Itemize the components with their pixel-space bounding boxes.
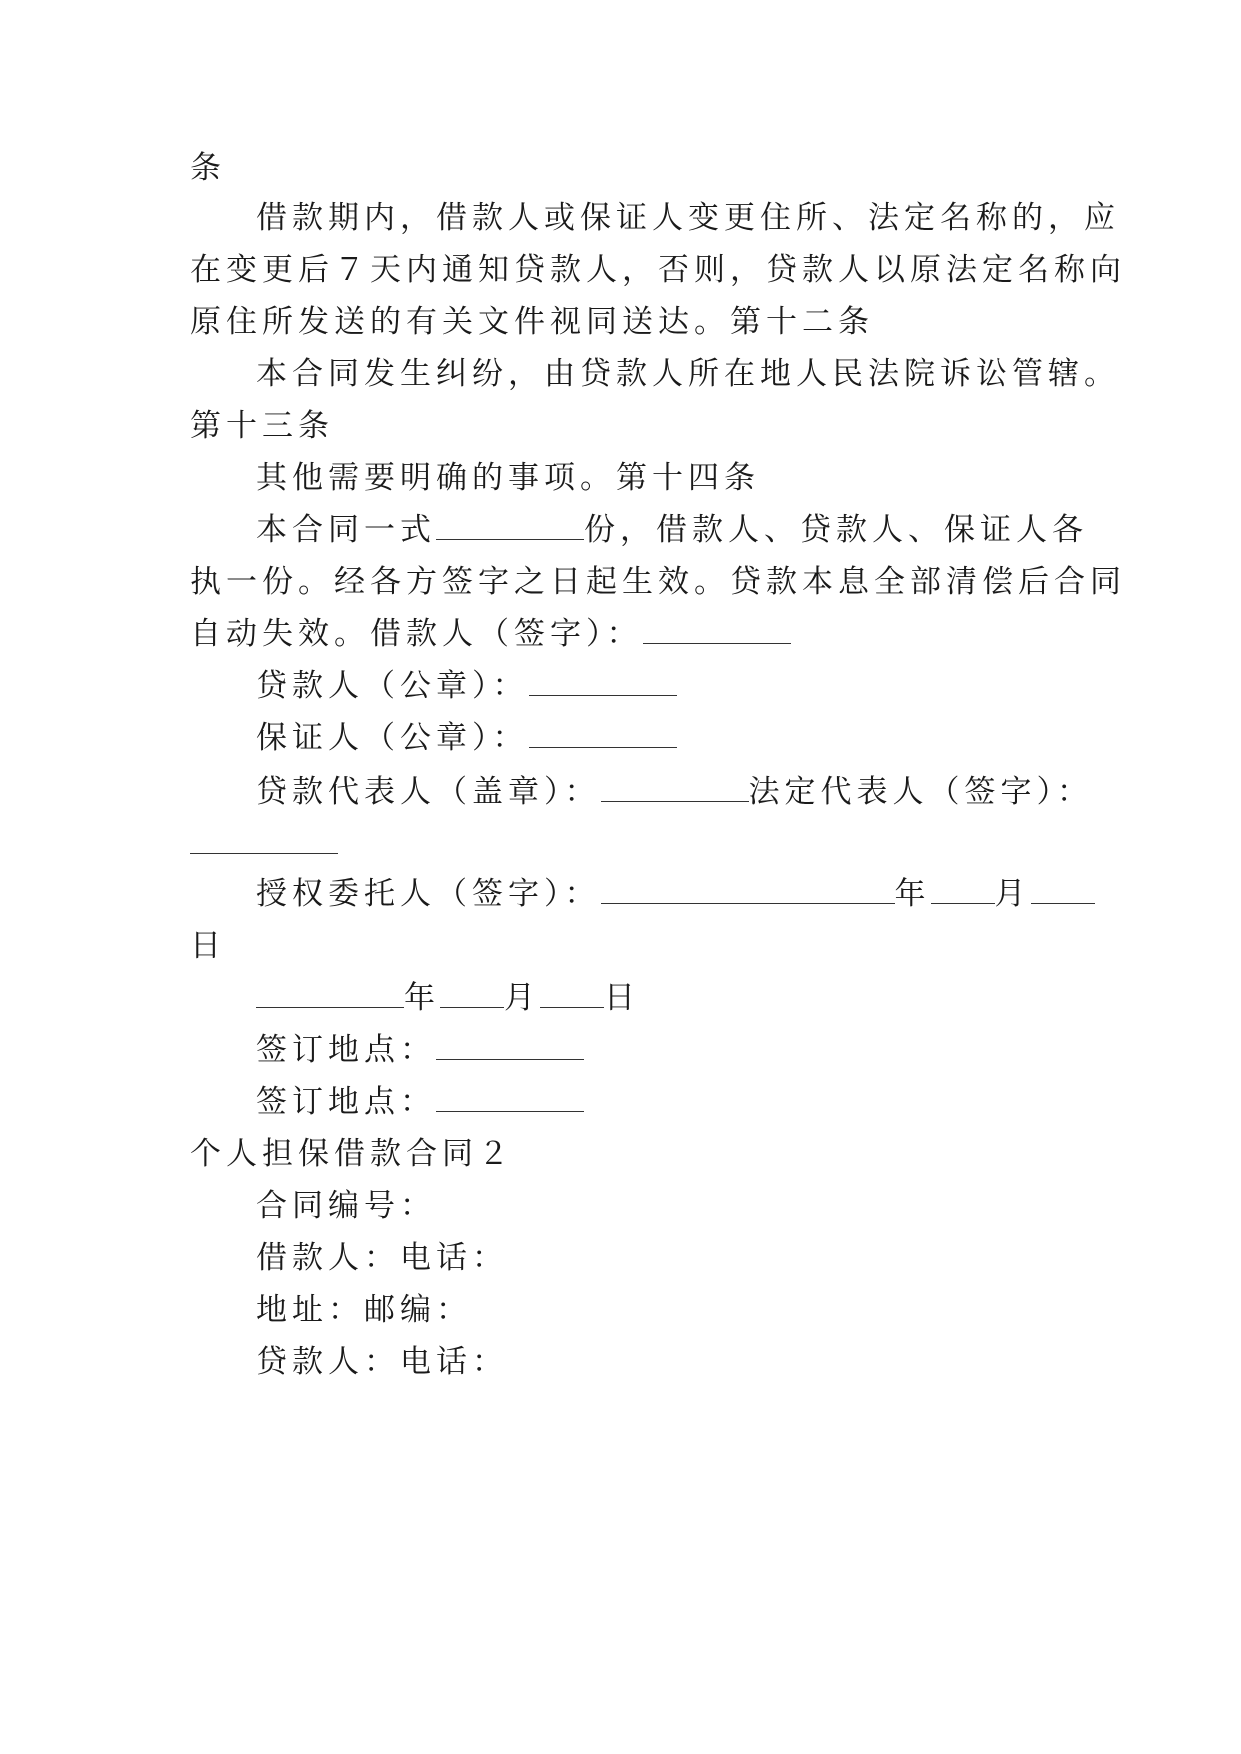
paragraph-line: 第十三条	[190, 408, 334, 444]
copies-label: 本合同一式	[256, 512, 436, 548]
paragraph-line: 本合同发生纠纷，由贷款人所在地人民法院诉讼管辖。	[256, 356, 1120, 392]
copies-blank	[436, 513, 584, 540]
borrower-sign-label: 自动失效。借款人（签字）：	[190, 616, 643, 652]
signature-line	[190, 824, 338, 864]
month-label: 月	[994, 876, 1031, 912]
rep-seal-label: 贷款代表人（盖章）：	[256, 774, 601, 810]
signing-place-blank	[436, 1085, 584, 1112]
month-blank	[440, 981, 504, 1008]
month-blank	[931, 877, 995, 904]
signing-place-label: 签订地点：	[256, 1084, 436, 1120]
paragraph-line: 其他需要明确的事项。第十四条	[256, 460, 760, 496]
signature-line	[256, 666, 677, 706]
date-fragment: 日	[190, 928, 226, 964]
signature-line	[256, 874, 1095, 914]
signature-line	[256, 772, 1093, 812]
lender-line: 贷款人：电话：	[256, 1344, 508, 1380]
lender-seal-blank	[529, 669, 677, 696]
signing-place-line	[256, 1082, 584, 1122]
contract-number: 合同编号：	[256, 1188, 436, 1224]
borrower-sign-blank	[643, 617, 791, 644]
year-blank	[256, 981, 404, 1008]
month-label: 月	[504, 980, 540, 1016]
paragraph-line: 借款期内，借款人或保证人变更住所、法定名称的，应	[256, 200, 1120, 236]
guarantor-seal-label: 保证人（公章）：	[256, 720, 529, 756]
authorized-label: 授权委托人（签字）：	[256, 876, 601, 912]
copies-text: 份，借款人、贷款人、保证人各	[584, 512, 1088, 548]
day-blank	[1031, 877, 1095, 904]
date-line	[256, 978, 640, 1018]
paragraph-line: 原住所发送的有关文件视同送达。第十二条	[190, 304, 874, 340]
clause-fragment: 条	[190, 150, 226, 186]
legal-rep-label: 法定代表人（签字）：	[748, 774, 1093, 810]
borrower-line: 借款人：电话：	[256, 1240, 508, 1276]
guarantor-seal-blank	[529, 721, 677, 748]
paragraph-line: 执一份。经各方签字之日起生效。贷款本息全部清偿后合同	[190, 564, 1126, 600]
address-line: 地址：邮编：	[256, 1292, 472, 1328]
signing-place-line	[256, 1030, 584, 1070]
legal-rep-blank	[190, 827, 338, 854]
signature-line	[256, 718, 677, 758]
year-label: 年	[894, 876, 931, 912]
section-title: 个人担保借款合同２	[190, 1136, 514, 1172]
year-label: 年	[404, 980, 440, 1016]
signing-place-blank	[436, 1033, 584, 1060]
paragraph-line	[256, 510, 1088, 550]
lender-seal-label: 贷款人（公章）：	[256, 668, 529, 704]
rep-seal-blank	[601, 775, 749, 802]
authorized-blank	[601, 877, 895, 904]
day-label: 日	[604, 980, 640, 1016]
day-blank	[540, 981, 604, 1008]
paragraph-line	[190, 614, 791, 654]
paragraph-line: 在变更后７天内通知贷款人，否则，贷款人以原法定名称向	[190, 252, 1126, 288]
signing-place-label: 签订地点：	[256, 1032, 436, 1068]
